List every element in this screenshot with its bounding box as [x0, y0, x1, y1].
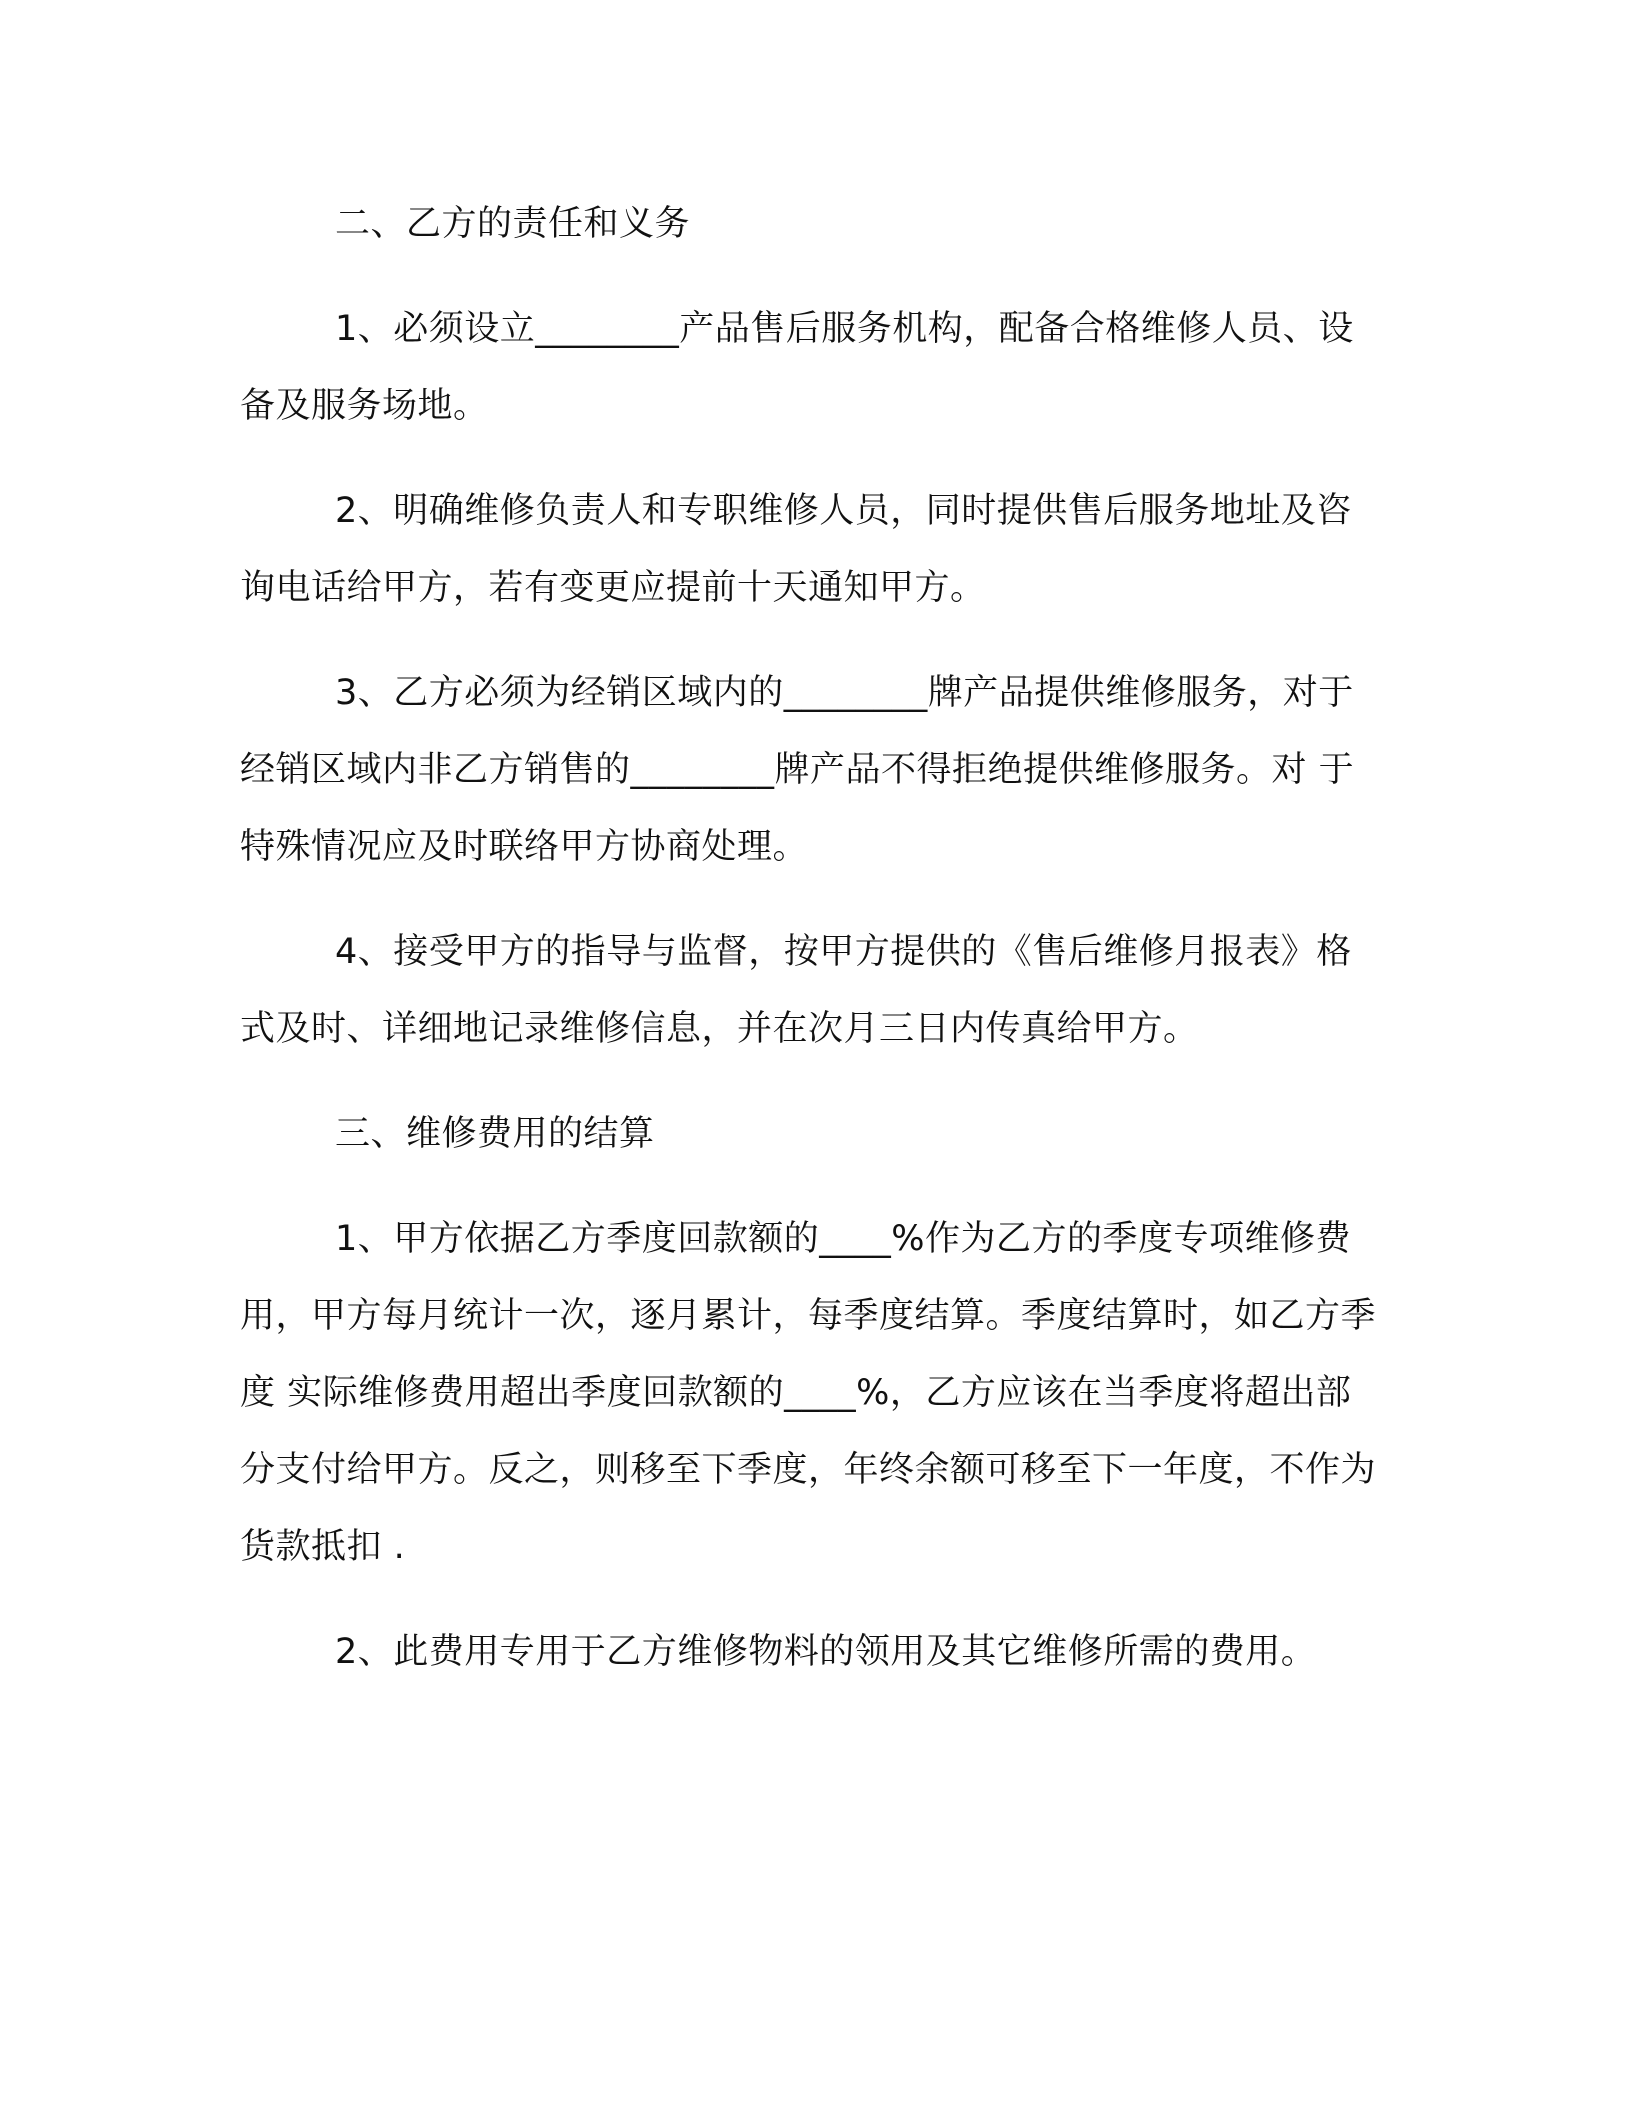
section-2-heading: 二、乙方的责任和义务: [335, 204, 691, 244]
section-2-item-3: 3、乙方必须为经销区域内的________牌产品提供维修服务，对于经销区域内非乙方销售的________牌产品不得拒绝提供维修服务。对 于特殊情况应及时联络甲方协商处理。: [240, 673, 1355, 867]
section-2-item-4: 4、接受甲方的指导与监督，按甲方提供的《售后维修月报表》格式及时、详细地记录维修信息，并在次月三日内传真给甲方。: [240, 932, 1352, 1049]
section-3-heading: 三、维修费用的结算: [335, 1114, 655, 1154]
section-3-item-1: 1、甲方依据乙方季度回款额的____%作为乙方的季度专项维修费用，甲方每月统计一次，逐月累计，每季度结算。季度结算时，如乙方季度 实际维修费用超出季度回款额的____%，乙方应该在当季度将超出部分支付给甲方。反之，则移至下季度，年终余额可移至下一年度，不作为货款抵扣 .: [240, 1219, 1377, 1567]
section-3-item-2: 2、此费用专用于乙方维修物料的领用及其它维修所需的费用。: [335, 1632, 1317, 1672]
section-2-item-2: 2、明确维修负责人和专职维修人员，同时提供售后服务地址及咨询电话给甲方，若有变更应提前十天通知甲方。: [240, 491, 1352, 608]
document-body: [240, 186, 1385, 1719]
section-2-item-1: 1、必须设立________产品售后服务机构，配备合格维修人员、设备及服务场地。: [240, 309, 1354, 426]
